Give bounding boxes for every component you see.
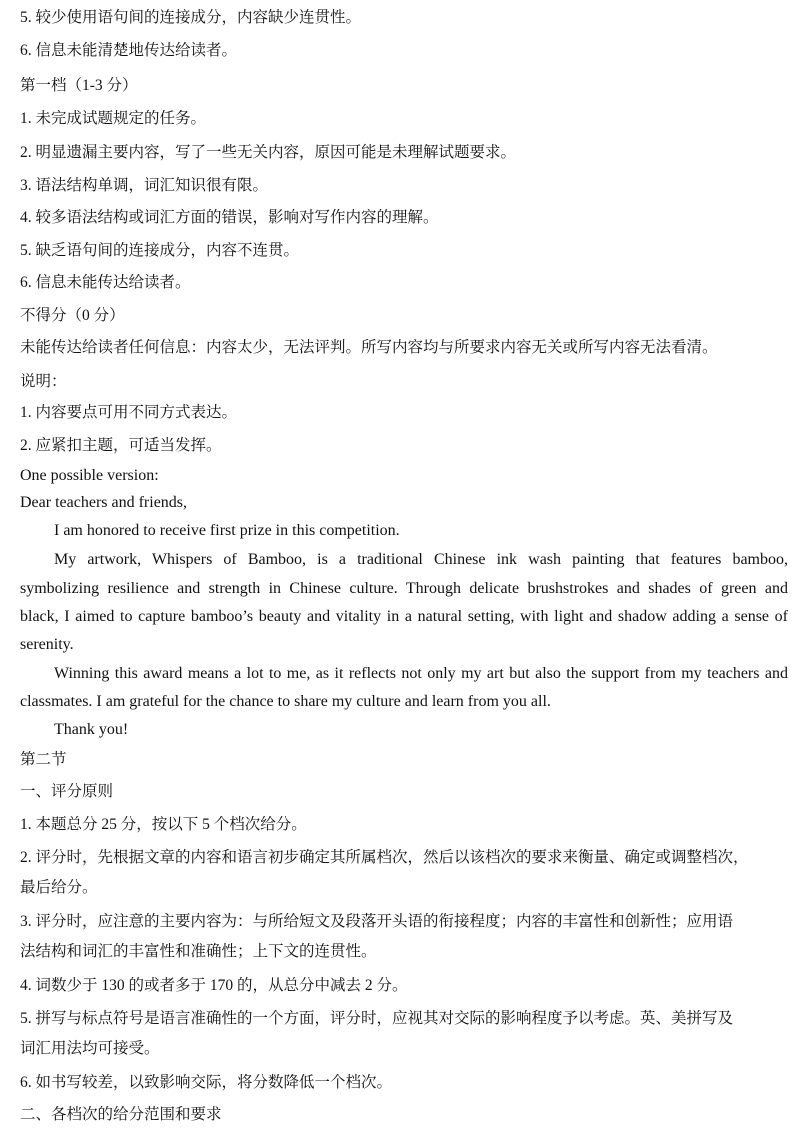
section-heading: 第二节: [20, 751, 67, 768]
principle-line: 法结构和词汇的丰富性和准确性；上下文的连贯性。: [20, 943, 377, 960]
subsection-heading: 二、各档次的给分范围和要求: [20, 1106, 222, 1123]
sample-heading: One possible version:: [20, 467, 159, 484]
sample-closing: Thank you!: [54, 721, 129, 738]
principle-line: 1. 本题总分 25 分，按以下 5 个档次给分。: [20, 816, 307, 833]
criteria-line: 4. 较多语法结构或词汇方面的错误，影响对写作内容的理解。: [20, 209, 439, 226]
criteria-line: 2. 明显遗漏主要内容，写了一些无关内容，原因可能是未理解试题要求。: [20, 144, 517, 161]
sample-salutation: Dear teachers and friends,: [20, 494, 188, 511]
criteria-line: 6. 信息未能传达给读者。: [20, 274, 191, 291]
sample-line: serenity.: [20, 636, 74, 653]
principle-line: 2. 评分时，先根据文章的内容和语言初步确定其所属档次，然后以该档次的要求来衡量、确定或调整档次，: [20, 849, 749, 866]
sample-line: symbolizing resilience and strength in Chinese culture. Through delicate brushstrokes and shades of green and: [20, 580, 788, 597]
principle-line: 词汇用法均可接受。: [20, 1040, 160, 1057]
subsection-heading: 一、评分原则: [20, 783, 114, 800]
sample-line: classmates. I am grateful for the chance to share my culture and learn from you all.: [20, 693, 551, 710]
principle-line: 4. 词数少于 130 的或者多于 170 的，从总分中减去 2 分。: [20, 977, 408, 994]
criteria-line: 6. 信息未能清楚地传达给读者。: [20, 42, 238, 59]
grade-heading: 第一档（1-3 分）: [20, 77, 138, 94]
principle-line: 6. 如书写较差，以致影响交际，将分数降低一个档次。: [20, 1074, 393, 1091]
principle-line: 5. 拼写与标点符号是语言准确性的一个方面，评分时，应视其对交际的影响程度予以考虑。英、美拼写及: [20, 1010, 734, 1027]
sample-line: My artwork, Whispers of Bamboo, is a traditional Chinese ink wash painting that features bamboo,: [54, 551, 788, 568]
criteria-line: 5. 较少使用语句间的连接成分，内容缺少连贯性。: [20, 9, 362, 26]
criteria-line: 3. 语法结构单调，词汇知识很有限。: [20, 177, 269, 194]
principle-line: 3. 评分时，应注意的主要内容为：与所给短文及段落开头语的衔接程度；内容的丰富性和创新性；应用语: [20, 913, 734, 930]
notes-heading: 说明：: [20, 373, 67, 390]
principle-line: 最后给分。: [20, 879, 98, 896]
criteria-line: 1. 未完成试题规定的任务。: [20, 110, 207, 127]
note-line: 1. 内容要点可用不同方式表达。: [20, 404, 238, 421]
note-line: 2. 应紧扣主题，可适当发挥。: [20, 437, 222, 454]
sample-line: I am honored to receive first prize in this competition.: [54, 522, 400, 539]
sample-line: Winning this award means a lot to me, as it reflects not only my art but also the support from my teachers and: [54, 665, 788, 682]
criteria-line: 未能传达给读者任何信息：内容太少，无法评判。所写内容均与所要求内容无关或所写内容无法看清。: [20, 339, 718, 356]
sample-line: black, I aimed to capture bamboo’s beauty and vitality in a natural setting, with light and shadow adding a sense of: [20, 608, 788, 625]
grade-heading: 不得分（0 分）: [20, 307, 125, 324]
criteria-line: 5. 缺乏语句间的连接成分，内容不连贯。: [20, 242, 300, 259]
